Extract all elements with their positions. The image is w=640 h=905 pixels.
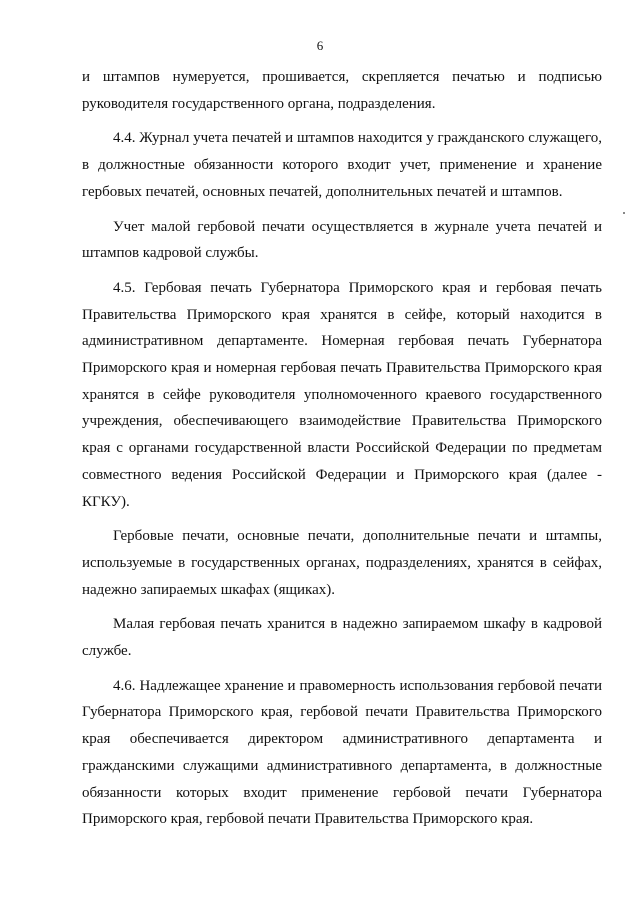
paragraph-4-4: 4.4. Журнал учета печатей и штампов находится у гражданского служащего, в должностные обязанности которого входит учет, применение и хранение гербовых печатей, основных печатей, дополнительных печатей и штампов.: [82, 130, 602, 200]
paragraph-4-6: 4.6. Надлежащее хранение и правомерность использования гербовой печати Губернатора Приморского края, гербовой печати Правительства Приморского края обеспечивается директором административного департамента и гражданскими служащими административного департамента, в должностные обязанности которых входит применение гербовой печати Губернатора Приморского края, гербовой печати Правительства Приморского края.: [82, 677, 602, 828]
paragraph-seal-storage: Гербовые печати, основные печати, дополнительные печати и штампы, используемые в государственных органах, подразделениях, хранятся в сейфах, надежно запираемых шкафах (ящиках).: [82, 528, 602, 598]
page-number: 6: [316, 38, 324, 53]
paragraph-small-seal-storage: Малая гербовая печать хранится в надежно запираемом шкафу в кадровой службе.: [82, 616, 602, 660]
paragraph-4-5: 4.5. Гербовая печать Губернатора Приморского края и гербовая печать Правительства Приморского края хранятся в сейфе, который находится в административном департаменте. Номерная гербовая печать Губернатора Приморского края и номерная гербовая печать Правительства Приморского края хранятся в сейфе руководителя уполномоченного краевого государственного учреждения, обеспечивающего взаимодействие Правительства Приморского края с органами государственной власти Российской Федерации по предметам совместного ведения Российской Федерации и Приморского края (далее - КГКУ).: [82, 279, 602, 510]
paragraph-small-seal-accounting: Учет малой гербовой печати осуществляется в журнале учета печатей и штампов кадровой службы.: [82, 218, 602, 262]
scan-speck: [623, 212, 625, 214]
paragraph-1: и штампов нумеруется, прошивается, скрепляется печатью и подписью руководителя государственного органа, подразделения.: [82, 69, 602, 112]
document-body: [82, 64, 602, 841]
